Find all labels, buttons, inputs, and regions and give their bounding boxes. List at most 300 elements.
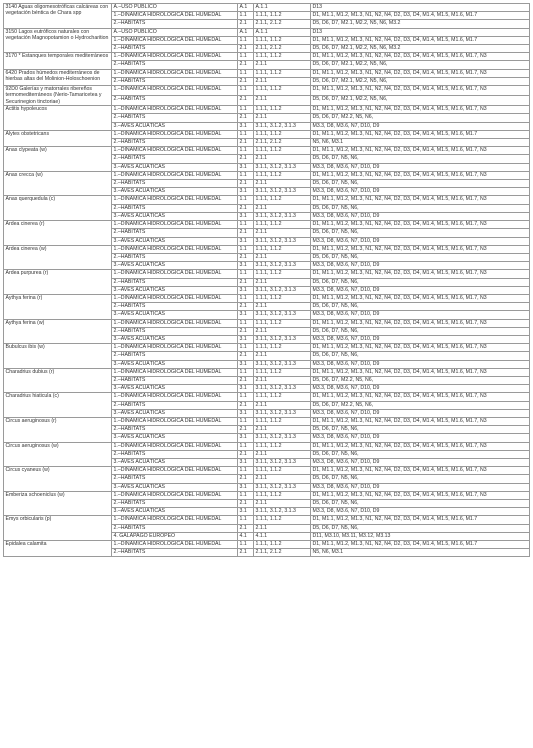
objective-cell: 1.–DINÁMICA HIDROLÓGICA DEL HUMEDAL <box>112 467 238 475</box>
objective-code-cell: 2.1 <box>238 401 254 409</box>
objective-code-cell: 1.1 <box>238 86 254 96</box>
subobjective-cell: 1.1.1, 1.1.2 <box>254 147 311 155</box>
objective-code-cell: 3.1 <box>238 508 254 516</box>
objective-cell: 1.–DINÁMICA HIDROLÓGICA DEL HUMEDAL <box>112 86 238 96</box>
subobjective-cell: 1.1.1, 1.1.2 <box>254 319 311 327</box>
pressure-codes-cell: N5, N6, M3.1 <box>311 549 530 557</box>
table-row <box>4 541 530 549</box>
objective-cell: 3.–AVES ACUÁTICAS <box>112 458 238 466</box>
subobjective-cell: 2.1.1 <box>254 253 311 261</box>
pressure-codes-cell: M3.3, D8, M3.6, N7, D10, D9 <box>311 409 530 417</box>
subobjective-cell: 3.1.1, 3.1.2, 3.1.3 <box>254 262 311 270</box>
subobjective-cell: 2.1.1 <box>254 327 311 335</box>
objective-code-cell: 1.1 <box>238 36 254 44</box>
pressure-codes-cell: M3.3, D8, M3.6, N7, D10, D9 <box>311 508 530 516</box>
table-row <box>4 442 530 450</box>
objective-code-cell: 1.1 <box>238 53 254 61</box>
subobjective-cell: 1.1.1, 1.1.2 <box>254 467 311 475</box>
objective-cell: 2.–HÁBITATS <box>112 20 238 28</box>
subobjective-cell: 2.1.1 <box>254 114 311 122</box>
objective-code-cell: 3.1 <box>238 335 254 343</box>
objective-code-cell: 1.1 <box>238 130 254 138</box>
pressure-codes-cell: D1, M1.1, M1.2, M1.3, N1, N2, N4, D2, D3, D4, M1.4, M1.5, M1.6, M1.7, N3 <box>311 196 530 204</box>
objective-code-cell: 2.1 <box>238 500 254 508</box>
table-row <box>4 4 530 12</box>
objective-cell: 3.–AVES ACUÁTICAS <box>112 508 238 516</box>
subobjective-cell: A.1.1 <box>254 28 311 36</box>
objective-cell: 1.–DINÁMICA HIDROLÓGICA DEL HUMEDAL <box>112 171 238 179</box>
objective-code-cell: 2.1 <box>238 96 254 106</box>
table-row <box>4 171 530 179</box>
species-habitat-cell: 6420 Prados húmedos mediterráneos de hierbas altas del Molinion-Holoschoenion <box>4 69 112 85</box>
objective-code-cell: 3.1 <box>238 262 254 270</box>
table-row <box>4 106 530 114</box>
objective-cell: A.–USO PÚBLICO <box>112 4 238 12</box>
objective-cell: 2.–HÁBITATS <box>112 77 238 85</box>
subobjective-cell: 1.1.1, 1.1.2 <box>254 36 311 44</box>
objective-code-cell: 1.1 <box>238 467 254 475</box>
table-body <box>4 4 530 557</box>
species-habitat-cell: 3170 * Estanques temporales mediterráneos <box>4 53 112 69</box>
objective-code-cell: 1.1 <box>238 319 254 327</box>
species-habitat-cell: 92D0 Galerías y matorrales ribereños termomediterráneos (Nerio-Tamaricetea y Securinegion tinctoriae) <box>4 86 112 106</box>
pressure-codes-cell: M3.3, D8, M3.6, N7, D10, D9 <box>311 237 530 245</box>
table-row <box>4 368 530 376</box>
objective-cell: 2.–HÁBITATS <box>112 426 238 434</box>
objective-cell: 3.–AVES ACUÁTICAS <box>112 122 238 130</box>
subobjective-cell: 2.1.1 <box>254 77 311 85</box>
objective-code-cell: 1.1 <box>238 270 254 278</box>
subobjective-cell: 3.1.1, 3.1.2, 3.1.3 <box>254 360 311 368</box>
pressure-codes-cell: D5, D6, D7, N5, N6, <box>311 500 530 508</box>
subobjective-cell: 3.1.1, 3.1.2, 3.1.3 <box>254 163 311 171</box>
subobjective-cell: 1.1.1, 1.1.2 <box>254 171 311 179</box>
pressure-codes-cell: D5, D6, D7, N5, N6, <box>311 426 530 434</box>
objective-code-cell: 2.1 <box>238 426 254 434</box>
pressure-codes-cell: D1, M1.1, M1.2, M1.3, N1, N2, N4, D2, D3, D4, M1.4, M1.5, M1.6, M1.7, N3 <box>311 417 530 425</box>
objective-code-cell: 1.1 <box>238 393 254 401</box>
objective-cell: 2.–HÁBITATS <box>112 500 238 508</box>
subobjective-cell: 1.1.1, 1.1.2 <box>254 221 311 229</box>
objective-code-cell: 2.1 <box>238 61 254 69</box>
objective-cell: 1.–DINÁMICA HIDROLÓGICA DEL HUMEDAL <box>112 69 238 77</box>
pressure-codes-cell: D1, M1.1, M1.2, M1.3, N1, N2, N4, D2, D3, D4, M1.4, M1.5, M1.6, M1.7 <box>311 541 530 549</box>
subobjective-cell: 3.1.1, 3.1.2, 3.1.3 <box>254 188 311 196</box>
objective-cell: 1.–DINÁMICA HIDROLÓGICA DEL HUMEDAL <box>112 442 238 450</box>
pressure-codes-cell: D1, M1.1, M1.2, M1.3, N1, N2, N4, D2, D3, D4, M1.4, M1.5, M1.6, M1.7, N3 <box>311 53 530 61</box>
objective-cell: 2.–HÁBITATS <box>112 139 238 147</box>
objective-code-cell: 2.1 <box>238 204 254 212</box>
pressure-codes-cell: N5, N6, M3.1 <box>311 139 530 147</box>
table-row <box>4 245 530 253</box>
objective-cell: 3.–AVES ACUÁTICAS <box>112 483 238 491</box>
objective-cell: 1.–DINÁMICA HIDROLÓGICA DEL HUMEDAL <box>112 270 238 278</box>
pressure-codes-cell: D5, D6, D7, N5, N6, <box>311 204 530 212</box>
subobjective-cell: 4.1.1 <box>254 532 311 540</box>
objective-code-cell: 4.1 <box>238 532 254 540</box>
subobjective-cell: 1.1.1, 1.1.2 <box>254 417 311 425</box>
species-habitat-cell: Aythya ferina (r) <box>4 294 112 319</box>
subobjective-cell: 2.1.1 <box>254 352 311 360</box>
pressure-codes-cell: D5, D6, D7, N5, N6, <box>311 180 530 188</box>
subobjective-cell: 2.1.1 <box>254 204 311 212</box>
subobjective-cell: 2.1.1 <box>254 155 311 163</box>
objective-cell: 2.–HÁBITATS <box>112 475 238 483</box>
objective-code-cell: 3.1 <box>238 483 254 491</box>
subobjective-cell: 3.1.1, 3.1.2, 3.1.3 <box>254 122 311 130</box>
objective-code-cell: 2.1 <box>238 253 254 261</box>
pressure-codes-cell: D5, D6, D7, M2.2, N5, N6, <box>311 376 530 384</box>
species-habitat-cell: Charadrius dubius (r) <box>4 368 112 393</box>
subobjective-cell: 2.1.1 <box>254 180 311 188</box>
objective-cell: 3.–AVES ACUÁTICAS <box>112 188 238 196</box>
objective-cell: 1.–DINÁMICA HIDROLÓGICA DEL HUMEDAL <box>112 106 238 114</box>
objective-code-cell: 2.1 <box>238 524 254 532</box>
table-row <box>4 147 530 155</box>
objective-cell: 3.–AVES ACUÁTICAS <box>112 163 238 171</box>
objective-cell: 3.–AVES ACUÁTICAS <box>112 335 238 343</box>
objective-code-cell: 1.1 <box>238 491 254 499</box>
pressure-codes-cell: D1, M1.1, M1.2, M1.3, N1, N2, N4, D2, D3, D4, M1.4, M1.5, M1.6, M1.7, N3 <box>311 270 530 278</box>
pressure-codes-cell: M3.3, D8, M3.6, N7, D10, D9 <box>311 385 530 393</box>
pressure-codes-cell: M3.3, D8, M3.6, N7, D10, D9 <box>311 286 530 294</box>
objective-cell: 3.–AVES ACUÁTICAS <box>112 237 238 245</box>
objective-cell: 1.–DINÁMICA HIDROLÓGICA DEL HUMEDAL <box>112 417 238 425</box>
pressure-codes-cell: D11, M3.10, M3.11, M3.12, M3.13 <box>311 532 530 540</box>
table-row <box>4 319 530 327</box>
species-habitat-cell: Circus aeruginosus (r) <box>4 417 112 442</box>
objective-code-cell: 2.1 <box>238 549 254 557</box>
objective-code-cell: 1.1 <box>238 442 254 450</box>
objective-cell: 2.–HÁBITATS <box>112 352 238 360</box>
pressure-codes-cell: D5, D6, D7, N5, N6, <box>311 524 530 532</box>
subobjective-cell: 3.1.1, 3.1.2, 3.1.3 <box>254 508 311 516</box>
subobjective-cell: 2.1.1, 2.1.2 <box>254 549 311 557</box>
subobjective-cell: 3.1.1, 3.1.2, 3.1.3 <box>254 483 311 491</box>
objective-cell: 1.–DINÁMICA HIDROLÓGICA DEL HUMEDAL <box>112 130 238 138</box>
objective-cell: 1.–DINÁMICA HIDROLÓGICA DEL HUMEDAL <box>112 516 238 524</box>
objective-cell: 2.–HÁBITATS <box>112 61 238 69</box>
objective-code-cell: 1.1 <box>238 69 254 77</box>
objective-code-cell: 1.1 <box>238 106 254 114</box>
objective-cell: 2.–HÁBITATS <box>112 96 238 106</box>
species-habitat-cell: Aythya ferina (w) <box>4 319 112 344</box>
pressure-codes-cell: D1, M1.1, M1.2, M1.3, N1, N2, N4, D2, D3, D4, M1.4, M1.5, M1.6, M1.7 <box>311 36 530 44</box>
pressure-codes-cell: M3.3, D8, M3.6, N7, D10, D9 <box>311 262 530 270</box>
objective-code-cell: 1.1 <box>238 147 254 155</box>
subobjective-cell: 2.1.1 <box>254 376 311 384</box>
objective-cell: 1.–DINÁMICA HIDROLÓGICA DEL HUMEDAL <box>112 541 238 549</box>
pressure-codes-cell: D5, D6, D7, N5, N6, <box>311 278 530 286</box>
subobjective-cell: 1.1.1, 1.1.2 <box>254 368 311 376</box>
objective-cell: 1.–DINÁMICA HIDROLÓGICA DEL HUMEDAL <box>112 221 238 229</box>
table-row <box>4 28 530 36</box>
objective-cell: 4. GALÁPAGO EUROPEO <box>112 532 238 540</box>
objective-code-cell: 3.1 <box>238 188 254 196</box>
objective-code-cell: 2.1 <box>238 376 254 384</box>
pressure-codes-cell: D1, M1.1, M1.2, M1.3, N1, N2, N4, D2, D3, D4, M1.4, M1.5, M1.6, M1.7 <box>311 130 530 138</box>
objective-cell: 3.–AVES ACUÁTICAS <box>112 212 238 220</box>
table-row <box>4 491 530 499</box>
table-row <box>4 417 530 425</box>
species-habitat-cell: Circus cyaneus (w) <box>4 467 112 492</box>
pressure-codes-cell: D1, M1.1, M1.2, M1.3, N1, N2, N4, D2, D3, D4, M1.4, M1.5, M1.6, M1.7 <box>311 12 530 20</box>
species-habitat-cell: Ardea cinerea (r) <box>4 221 112 246</box>
objective-cell: 2.–HÁBITATS <box>112 229 238 237</box>
table-row <box>4 130 530 138</box>
pressure-codes-cell: D1, M1.1, M1.2, M1.3, N1, N2, N4, D2, D3, D4, M1.4, M1.5, M1.6, M1.7, N3 <box>311 171 530 179</box>
objective-cell: 1.–DINÁMICA HIDROLÓGICA DEL HUMEDAL <box>112 344 238 352</box>
pressure-codes-cell: D5, D6, D7, N5, N6, <box>311 155 530 163</box>
species-habitat-cell: Alytes obstetricans <box>4 130 112 146</box>
objective-code-cell: 1.1 <box>238 368 254 376</box>
species-habitat-cell: Ardea purpurea (r) <box>4 270 112 295</box>
pressure-codes-cell: D13 <box>311 28 530 36</box>
objective-code-cell: 1.1 <box>238 294 254 302</box>
subobjective-cell: 2.1.1 <box>254 96 311 106</box>
objective-code-cell: 2.1 <box>238 20 254 28</box>
objective-cell: A.–USO PÚBLICO <box>112 28 238 36</box>
objective-cell: 2.–HÁBITATS <box>112 327 238 335</box>
objective-cell: 1.–DINÁMICA HIDROLÓGICA DEL HUMEDAL <box>112 53 238 61</box>
pressure-codes-cell: D5, D6, D7, N5, N6, <box>311 229 530 237</box>
pressure-codes-cell: D1, M1.1, M1.2, M1.3, N1, N2, N4, D2, D3, D4, M1.4, M1.5, M1.6, M1.7, N3 <box>311 319 530 327</box>
pressure-codes-cell: D1, M1.1, M1.2, M1.3, N1, N2, N4, D2, D3, D4, M1.4, M1.5, M1.6, M1.7, N3 <box>311 147 530 155</box>
pressure-codes-cell: D1, M1.1, M1.2, M1.3, N1, N2, N4, D2, D3, D4, M1.4, M1.5, M1.6, M1.7, N3 <box>311 393 530 401</box>
objective-code-cell: 2.1 <box>238 327 254 335</box>
subobjective-cell: 1.1.1, 1.1.2 <box>254 130 311 138</box>
objective-cell: 3.–AVES ACUÁTICAS <box>112 385 238 393</box>
table-row <box>4 196 530 204</box>
table-row <box>4 467 530 475</box>
objective-code-cell: 2.1 <box>238 450 254 458</box>
objective-cell: 1.–DINÁMICA HIDROLÓGICA DEL HUMEDAL <box>112 393 238 401</box>
objective-cell: 3.–AVES ACUÁTICAS <box>112 360 238 368</box>
objective-cell: 1.–DINÁMICA HIDROLÓGICA DEL HUMEDAL <box>112 36 238 44</box>
pressure-codes-cell: D5, D6, D7, N5, N6, <box>311 475 530 483</box>
pressure-codes-cell: D1, M1.1, M1.2, M1.3, N1, N2, N4, D2, D3, D4, M1.4, M1.5, M1.6, M1.7, N3 <box>311 106 530 114</box>
objective-cell: 2.–HÁBITATS <box>112 303 238 311</box>
objective-code-cell: A.1 <box>238 28 254 36</box>
table-row <box>4 270 530 278</box>
table-row <box>4 294 530 302</box>
subobjective-cell: 1.1.1, 1.1.2 <box>254 69 311 77</box>
subobjective-cell: 1.1.1, 1.1.2 <box>254 196 311 204</box>
objective-code-cell: 1.1 <box>238 541 254 549</box>
species-habitat-cell: 3140 Aguas oligomesotróficas calcáreas con vegetación béntica de Chara spp <box>4 4 112 29</box>
species-habitat-cell: Anas crecca (w) <box>4 171 112 196</box>
pressure-codes-cell: M3.3, D8, M3.6, N7, D10, D9 <box>311 122 530 130</box>
objective-code-cell: 2.1 <box>238 114 254 122</box>
objective-cell: 1.–DINÁMICA HIDROLÓGICA DEL HUMEDAL <box>112 319 238 327</box>
pressure-codes-cell: M3.3, D8, M3.6, N7, D10, D9 <box>311 483 530 491</box>
objective-cell: 2.–HÁBITATS <box>112 450 238 458</box>
table-row <box>4 53 530 61</box>
objective-code-cell: A.1 <box>238 4 254 12</box>
subobjective-cell: 1.1.1, 1.1.2 <box>254 541 311 549</box>
species-habitat-cell: Charadrius hiaticula (c) <box>4 393 112 418</box>
pressure-codes-cell: D1, M1.1, M1.2, M1.3, N1, N2, N4, D2, D3, D4, M1.4, M1.5, M1.6, M1.7, N3 <box>311 86 530 96</box>
subobjective-cell: 1.1.1, 1.1.2 <box>254 442 311 450</box>
subobjective-cell: 2.1.1 <box>254 401 311 409</box>
objective-code-cell: 1.1 <box>238 344 254 352</box>
objective-code-cell: 3.1 <box>238 122 254 130</box>
subobjective-cell: 3.1.1, 3.1.2, 3.1.3 <box>254 385 311 393</box>
subobjective-cell: 1.1.1, 1.1.2 <box>254 245 311 253</box>
species-habitat-cell: Anas querquedula (c) <box>4 196 112 221</box>
objective-code-cell: 3.1 <box>238 458 254 466</box>
objective-code-cell: 3.1 <box>238 434 254 442</box>
objective-cell: 3.–AVES ACUÁTICAS <box>112 434 238 442</box>
table-row <box>4 516 530 524</box>
objective-code-cell: 2.1 <box>238 278 254 286</box>
species-habitat-cell: 3150 Lagos eutróficos naturales con vegetación Magnopotamion o Hydrocharition <box>4 28 112 53</box>
objective-cell: 2.–HÁBITATS <box>112 401 238 409</box>
objective-cell: 2.–HÁBITATS <box>112 376 238 384</box>
objective-code-cell: 3.1 <box>238 385 254 393</box>
objective-cell: 2.–HÁBITATS <box>112 204 238 212</box>
subobjective-cell: 1.1.1, 1.1.2 <box>254 53 311 61</box>
subobjective-cell: 3.1.1, 3.1.2, 3.1.3 <box>254 212 311 220</box>
subobjective-cell: 2.1.1 <box>254 475 311 483</box>
objective-cell: 2.–HÁBITATS <box>112 524 238 532</box>
pressure-codes-cell: M3.3, D8, M3.6, N7, D10, D9 <box>311 434 530 442</box>
pressure-codes-cell: D5, D6, D7, N5, N6, <box>311 352 530 360</box>
pressure-codes-cell: D5, D6, D7, M2.1, M2.2, N5, N6, <box>311 77 530 85</box>
pressure-codes-cell: D1, M1.1, M1.2, M1.3, N1, N2, N4, D2, D3, D4, M1.4, M1.5, M1.6, M1.7 <box>311 516 530 524</box>
objective-cell: 2.–HÁBITATS <box>112 549 238 557</box>
objective-cell: 1.–DINÁMICA HIDROLÓGICA DEL HUMEDAL <box>112 12 238 20</box>
subobjective-cell: 2.1.1, 2.1.2 <box>254 20 311 28</box>
subobjective-cell: 3.1.1, 3.1.2, 3.1.3 <box>254 311 311 319</box>
subobjective-cell: 3.1.1, 3.1.2, 3.1.3 <box>254 458 311 466</box>
objective-cell: 1.–DINÁMICA HIDROLÓGICA DEL HUMEDAL <box>112 294 238 302</box>
table-row <box>4 344 530 352</box>
table-row <box>4 393 530 401</box>
subobjective-cell: 1.1.1, 1.1.2 <box>254 12 311 20</box>
subobjective-cell: 2.1.1 <box>254 278 311 286</box>
subobjective-cell: 1.1.1, 1.1.2 <box>254 491 311 499</box>
document-page <box>3 3 529 557</box>
objective-cell: 2.–HÁBITATS <box>112 155 238 163</box>
table-row <box>4 86 530 96</box>
subobjective-cell: 2.1.1 <box>254 450 311 458</box>
subobjective-cell: 2.1.1 <box>254 61 311 69</box>
objective-code-cell: 2.1 <box>238 139 254 147</box>
pressure-codes-cell: D5, D6, D7, N5, N6, <box>311 450 530 458</box>
objective-code-cell: 1.1 <box>238 221 254 229</box>
objective-cell: 1.–DINÁMICA HIDROLÓGICA DEL HUMEDAL <box>112 245 238 253</box>
subobjective-cell: 2.1.1, 2.1.2 <box>254 45 311 53</box>
pressure-codes-cell: D5, D6, D7, M2.1, M2.2, N5, N6, M3.2 <box>311 45 530 53</box>
subobjective-cell: 1.1.1, 1.1.2 <box>254 106 311 114</box>
species-habitat-cell: Epidalea calamita <box>4 541 112 557</box>
pressure-codes-cell: D13 <box>311 4 530 12</box>
subobjective-cell: 2.1.1 <box>254 303 311 311</box>
objective-code-cell: 2.1 <box>238 180 254 188</box>
objective-code-cell: 1.1 <box>238 12 254 20</box>
subobjective-cell: 2.1.1 <box>254 500 311 508</box>
pressure-codes-cell: M3.3, D8, M3.6, N7, D10, D9 <box>311 311 530 319</box>
subobjective-cell: A.1.1 <box>254 4 311 12</box>
pressure-codes-cell: M3.3, D8, M3.6, N7, D10, D9 <box>311 212 530 220</box>
objective-cell: 2.–HÁBITATS <box>112 45 238 53</box>
subobjective-cell: 1.1.1, 1.1.2 <box>254 516 311 524</box>
subobjective-cell: 2.1.1 <box>254 229 311 237</box>
pressure-codes-cell: D5, D6, D7, N5, N6, <box>311 303 530 311</box>
objective-code-cell: 1.1 <box>238 516 254 524</box>
objective-code-cell: 3.1 <box>238 311 254 319</box>
objective-code-cell: 2.1 <box>238 77 254 85</box>
objective-cell: 3.–AVES ACUÁTICAS <box>112 311 238 319</box>
objective-cell: 1.–DINÁMICA HIDROLÓGICA DEL HUMEDAL <box>112 368 238 376</box>
objective-code-cell: 2.1 <box>238 352 254 360</box>
objective-code-cell: 1.1 <box>238 417 254 425</box>
pressure-codes-cell: D5, D6, D7, M2.2, N5, N6, <box>311 114 530 122</box>
pressure-codes-cell: D1, M1.1, M1.2, M1.3, N1, N2, N4, D2, D3, D4, M1.4, M1.5, M1.6, M1.7, N3 <box>311 491 530 499</box>
objective-code-cell: 2.1 <box>238 475 254 483</box>
objective-code-cell: 3.1 <box>238 237 254 245</box>
objective-code-cell: 3.1 <box>238 163 254 171</box>
pressure-codes-cell: D5, D6, D7, N5, N6, <box>311 327 530 335</box>
pressure-codes-cell: D1, M1.1, M1.2, M1.3, N1, N2, N4, D2, D3, D4, M1.4, M1.5, M1.6, M1.7, N3 <box>311 467 530 475</box>
species-habitat-cell: Bubulcus ibis (w) <box>4 344 112 369</box>
objective-cell: 1.–DINÁMICA HIDROLÓGICA DEL HUMEDAL <box>112 491 238 499</box>
objective-cell: 2.–HÁBITATS <box>112 114 238 122</box>
pressure-codes-cell: D5, D6, D7, M2.1, M2.2, N5, N6, <box>311 96 530 106</box>
table-row <box>4 221 530 229</box>
pressure-codes-cell: D5, D6, D7, M2.1, M2.2, N5, N6, M3.2 <box>311 20 530 28</box>
pressure-codes-cell: D1, M1.1, M1.2, M1.3, N1, N2, N4, D2, D3, D4, M1.4, M1.5, M1.6, M1.7, N3 <box>311 368 530 376</box>
objective-code-cell: 3.1 <box>238 286 254 294</box>
objective-code-cell: 3.1 <box>238 360 254 368</box>
species-habitat-cell: Circus aeruginosus (w) <box>4 442 112 467</box>
subobjective-cell: 2.1.1 <box>254 524 311 532</box>
species-habitat-cell: Emberiza schoeniclus (w) <box>4 491 112 516</box>
objective-cell: 3.–AVES ACUÁTICAS <box>112 262 238 270</box>
objective-cell: 2.–HÁBITATS <box>112 180 238 188</box>
pressure-codes-cell: D1, M1.1, M1.2, M1.3, N1, N2, N4, D2, D3, D4, M1.4, M1.5, M1.6, M1.7, N3 <box>311 442 530 450</box>
species-objectives-table <box>3 3 530 557</box>
pressure-codes-cell: M3.3, D8, M3.6, N7, D10, D9 <box>311 335 530 343</box>
pressure-codes-cell: D1, M1.1, M1.2, M1.3, N1, N2, N4, D2, D3, D4, M1.4, M1.5, M1.6, M1.7, N3 <box>311 221 530 229</box>
pressure-codes-cell: D1, M1.1, M1.2, M1.3, N1, N2, N4, D2, D3, D4, M1.4, M1.5, M1.6, M1.7, N3 <box>311 69 530 77</box>
table-row <box>4 69 530 77</box>
pressure-codes-cell: D5, D6, D7, M2.1, M2.2, N5, N6, <box>311 61 530 69</box>
pressure-codes-cell: D1, M1.1, M1.2, M1.3, N1, N2, N4, D2, D3, D4, M1.4, M1.5, M1.6, M1.7, N3 <box>311 344 530 352</box>
subobjective-cell: 1.1.1, 1.1.2 <box>254 270 311 278</box>
objective-cell: 1.–DINÁMICA HIDROLÓGICA DEL HUMEDAL <box>112 147 238 155</box>
subobjective-cell: 3.1.1, 3.1.2, 3.1.3 <box>254 434 311 442</box>
objective-cell: 3.–AVES ACUÁTICAS <box>112 409 238 417</box>
objective-cell: 3.–AVES ACUÁTICAS <box>112 286 238 294</box>
subobjective-cell: 3.1.1, 3.1.2, 3.1.3 <box>254 237 311 245</box>
subobjective-cell: 1.1.1, 1.1.2 <box>254 294 311 302</box>
subobjective-cell: 3.1.1, 3.1.2, 3.1.3 <box>254 335 311 343</box>
pressure-codes-cell: D1, M1.1, M1.2, M1.3, N1, N2, N4, D2, D3, D4, M1.4, M1.5, M1.6, M1.7, N3 <box>311 294 530 302</box>
objective-code-cell: 1.1 <box>238 245 254 253</box>
objective-code-cell: 1.1 <box>238 171 254 179</box>
objective-code-cell: 2.1 <box>238 45 254 53</box>
pressure-codes-cell: M3.3, D8, M3.6, N7, D10, D9 <box>311 188 530 196</box>
species-habitat-cell: Emys orbicularis (p) <box>4 516 112 541</box>
objective-code-cell: 3.1 <box>238 409 254 417</box>
subobjective-cell: 2.1.1, 2.1.2 <box>254 139 311 147</box>
species-habitat-cell: Anas clypeata (w) <box>4 147 112 172</box>
objective-code-cell: 3.1 <box>238 212 254 220</box>
pressure-codes-cell: M3.3, D8, M3.6, N7, D10, D9 <box>311 458 530 466</box>
subobjective-cell: 1.1.1, 1.1.2 <box>254 393 311 401</box>
